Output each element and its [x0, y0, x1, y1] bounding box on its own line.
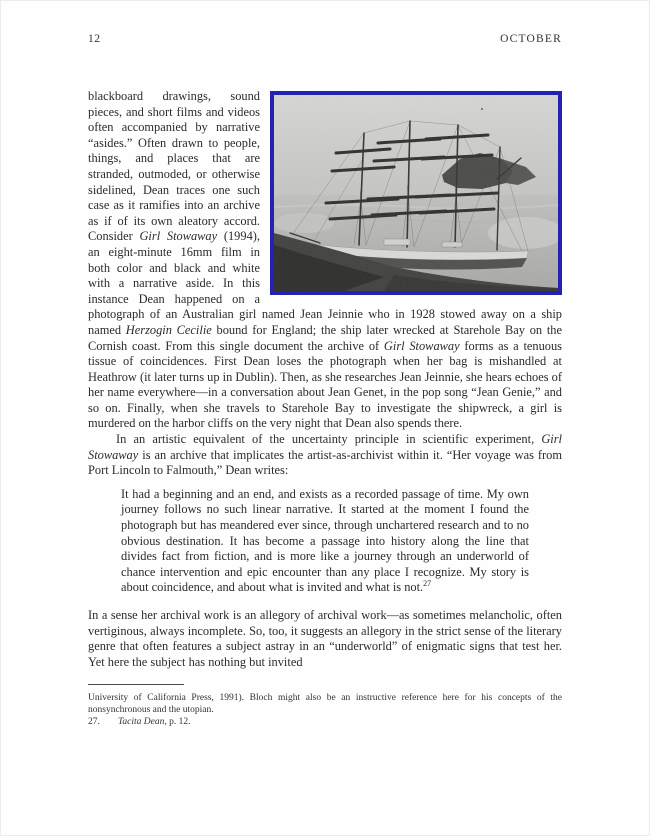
footnote-27-number: 27. — [88, 717, 100, 728]
italic-title-tacita-dean: Tacita Dean — [118, 717, 165, 728]
paragraph-2 — [88, 432, 562, 479]
quote-text: It had a beginning and an end, and exists as a recorded passage of time. My own journey follows no such linear narrative. It started at the moment I found the photograph but has meandered ever since, through unchartered research and to no obvious destination. It has become a passage into history along the line that divides fact from fiction, and is more like a journey through an underworld of chance intervention and epic encounter than any place I recognize. My story is about coincidence, and about what is invited and what is not. — [121, 486, 529, 595]
italic-ship-herzogin-cecilie: Herzogin Cecilie — [125, 322, 212, 337]
page-number: 12 — [88, 33, 101, 45]
italic-title-girl-stowaway-2: Girl Stowaway — [383, 338, 460, 353]
p2-text-b: is an archive that implicates the artist-as-archivist within it. “Her voyage was from Port Lincoln to Falmouth,” Dean writes: — [88, 447, 562, 478]
p1-text-d: forms as a tenuous tissue of coincidences. First Dean loses the photograph when her bag is mishandled at Heathrow (it later turns up in Dublin). Then, as she researches Jean Jeinnie, she hears echoes of her name everywhere—in a conversation about Jean Genet, in the pop song “Jean Genie,” and so on. Finally, when she travels to Starehole Bay to investigate the shipwreck, a girl is murdered on the harbor cliffs on the very night that Dean also spends there. — [88, 338, 562, 431]
p1-text-c: bound for England; the ship later wrecked at Starehole Bay on the Cornish coast. From this single document the archive of — [88, 322, 562, 353]
article-body — [88, 89, 562, 670]
footnote-27 — [88, 716, 562, 728]
film-grain-overlay — [274, 95, 558, 291]
footnotes-block — [88, 684, 562, 728]
page-header — [88, 0, 562, 45]
footnote-27-rest: , p. 12. — [164, 717, 191, 728]
paragraph-1 — [88, 89, 562, 432]
journal-title: OCTOBER — [500, 33, 562, 45]
ship-photo — [274, 95, 558, 291]
p2-text-a: In an artistic equivalent of the uncertainty principle in scientific experiment, — [116, 432, 542, 447]
italic-title-girl-stowaway: Girl Stowaway — [139, 229, 218, 244]
p1-text-a: blackboard drawings, sound pieces, and short films and videos often accompanied by narrative “asides.” Often drawn to people, things, and places that are stranded, outmoded, or otherwise sidelined, Dean traces one such case as it ramifies into an archive as if of its own aleatory accord. Consider — [88, 89, 260, 244]
footnote-ref-27: 27 — [423, 579, 432, 589]
block-quote — [121, 487, 529, 596]
footnote-continuation: University of California Press, 1991). Bloch might also be an instructive reference here for his concepts of the nonsynchronous and the utopian. — [88, 693, 562, 716]
paragraph-3: In a sense her archival work is an allegory of archival work—as sometimes melancholic, often vertiginous, always incomplete. So, too, it suggests an allegory in the strict sense of the literary genre that often features a subject astray in an “underworld” of enigmatic signs that test her. Yet here the subject has nothing but invited — [88, 608, 562, 669]
italic-title-girl-stowaway-3: Girl Stowaway — [88, 432, 562, 462]
footnote-separator — [88, 684, 184, 685]
p1-text-b: (1994), an eight-minute 16mm film in both color and black and white with a narrative aside. In this instance Dean happened on a photograph of an Australian girl named Jean Jeinnie who in 1928 stowed away on a ship named — [88, 229, 562, 337]
ship-photo-figure — [270, 91, 562, 295]
